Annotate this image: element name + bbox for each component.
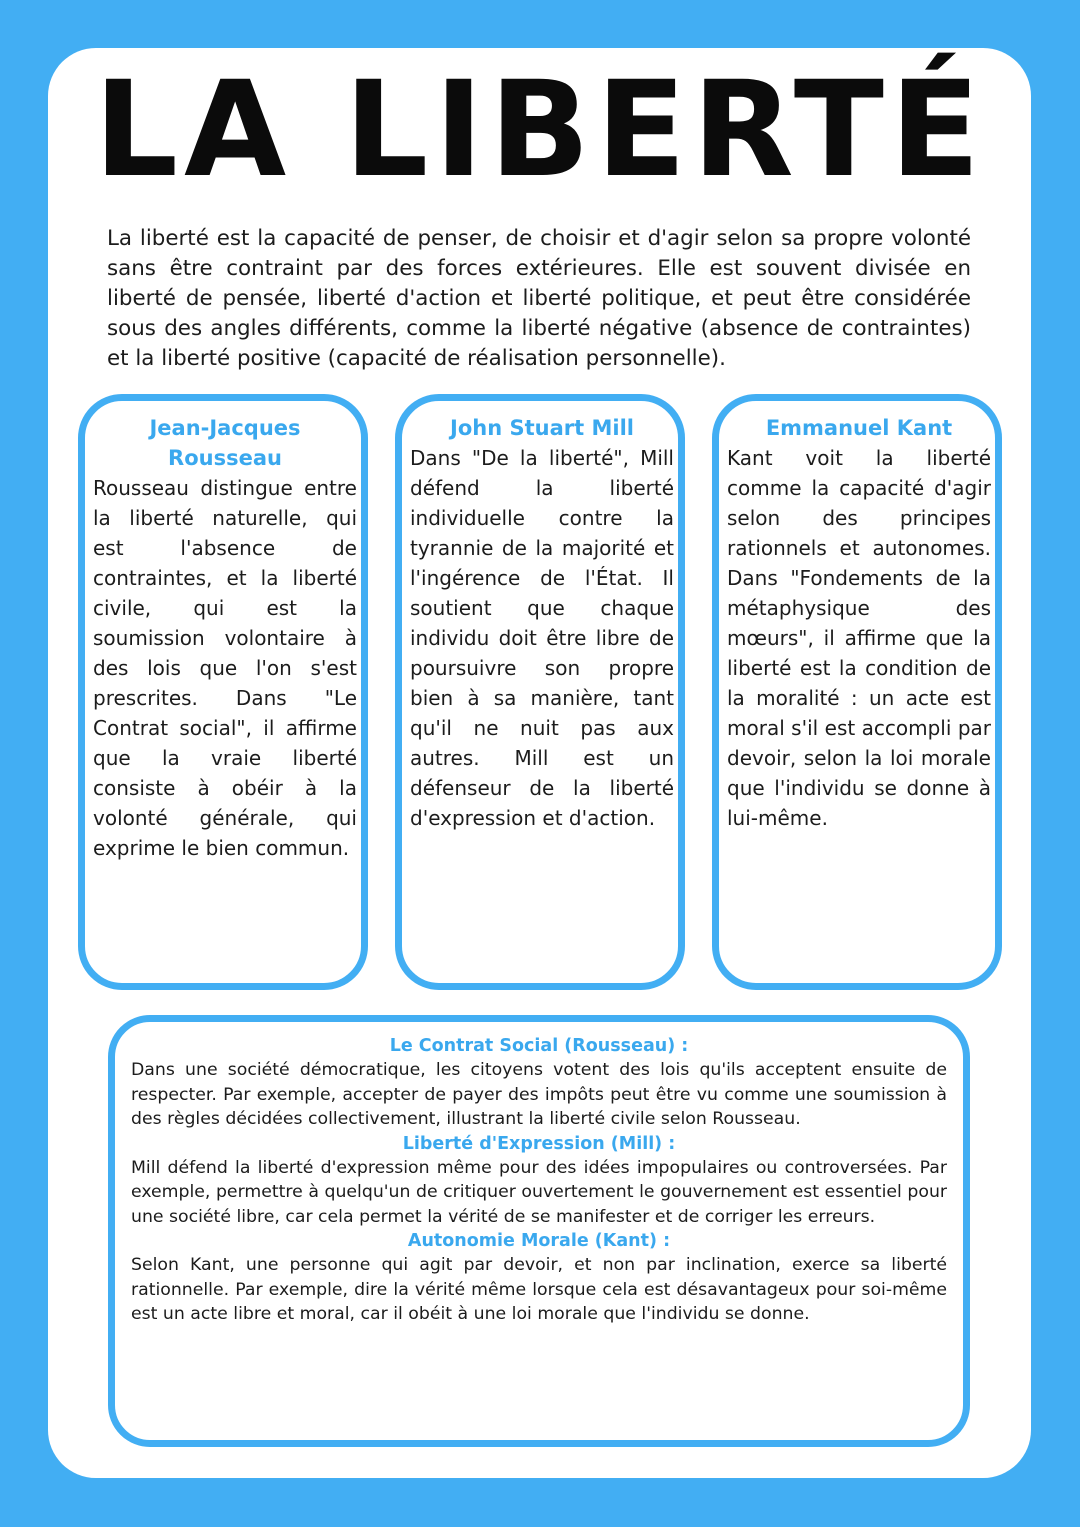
page-title: LA LIBERTÉ xyxy=(93,53,987,207)
card-mill xyxy=(395,394,685,990)
card-text-rousseau: Rousseau distingue entre la liberté naturelle, qui est l'absence de contraintes, et la liberté civile, qui est la soumission volontaire à des lois que l'on s'est prescrites. Dans "Le Contrat social", il affirme que la vraie liberté consiste à obéir à la volonté générale, qui exprime le bien commun. xyxy=(93,476,357,860)
card-kant xyxy=(712,394,1002,990)
card-heading-mill: John Stuart Mill xyxy=(450,416,634,440)
card-text-kant: Kant voit la liberté comme la capacité d'agir selon des principes rationnels et autonomes. Dans "Fondements de la métaphysique des mœurs", il affirme que la liberté est la condition de la moralité : un acte est moral s'il est accompli par devoir, selon la loi morale que l'individu se donne à lui-même. xyxy=(727,446,991,830)
card-text-mill: Dans "De la liberté", Mill défend la liberté individuelle contre la tyrannie de la majorité et l'ingérence de l'État. Il soutient que chaque individu doit être libre de poursuivre son propre bien à sa manière, tant qu'il ne nuit pas aux autres. Mill est un défenseur de la liberté d'expression et d'action. xyxy=(410,446,674,830)
intro-paragraph: La liberté est la capacité de penser, de choisir et d'agir selon sa propre volonté sans être contraint par des forces extérieures. Elle est souvent divisée en liberté de pensée, liberté d'action et liberté politique, et peut être considérée sous des angles différents, comme la liberté négative (absence de contraintes) et la liberté positive (capacité de réalisation personnelle). xyxy=(107,226,971,371)
example-heading-mill: Liberté d'Expression (Mill) : xyxy=(402,1133,676,1154)
example-heading-rousseau: Le Contrat Social (Rousseau) : xyxy=(389,1036,689,1056)
example-heading-kant: Autonomie Morale (Kant) : xyxy=(407,1231,671,1251)
card-heading-kant: Emmanuel Kant xyxy=(765,416,953,440)
example-text-rousseau: Dans une société démocratique, les citoyens votent des lois qu'ils acceptent ensuite de respecter. Par exemple, accepter de payer des impôts peut être vu comme une soumission à des règles décidées collectivement, illustrant la liberté civile selon Rousseau. xyxy=(131,1060,947,1129)
card-rousseau xyxy=(78,394,368,990)
example-text-mill: Mill défend la liberté d'expression même pour des idées impopulaires ou controversées. Par exemple, permettre à quelqu'un de critiquer ouvertement le gouvernement est essentiel pour une société libre, car cela permet la vérité de se manifester et de corriger les erreurs. xyxy=(131,1157,947,1227)
example-text-kant: Selon Kant, une personne qui agit par devoir, et non par inclination, exerce sa liberté rationnelle. Par exemple, dire la vérité même lorsque cela est désavantageux pour soi-même est un acte libre et moral, car il obéit à une loi morale que l'individu se donne. xyxy=(131,1255,947,1324)
card-heading-rousseau: Jean-Jacques Rousseau xyxy=(149,416,301,470)
examples-box xyxy=(108,1015,970,1447)
